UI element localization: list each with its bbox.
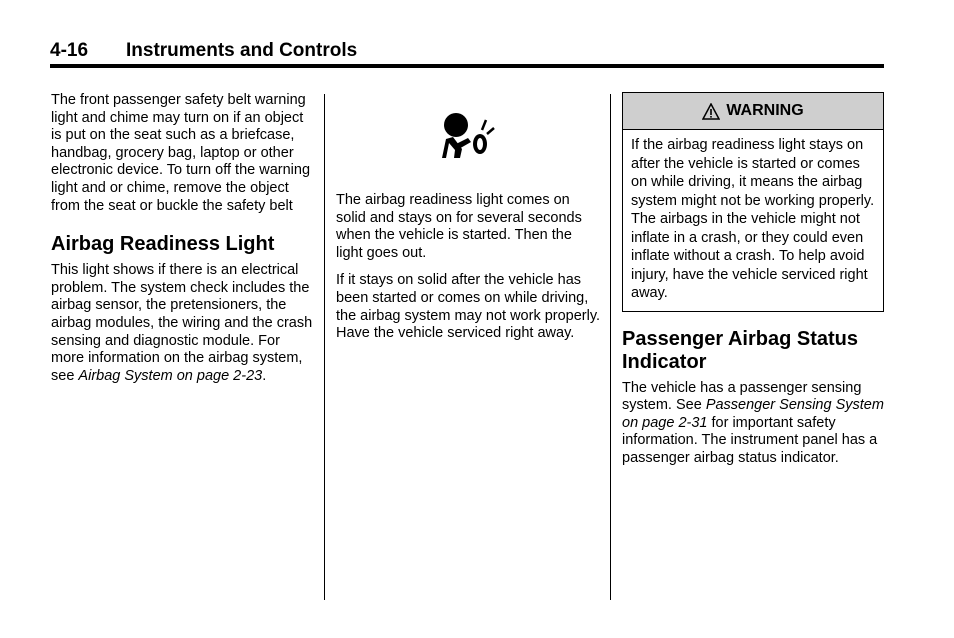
column-middle [336, 92, 602, 353]
warning-triangle-icon [702, 103, 720, 120]
column-left [51, 92, 313, 395]
body-text: This light shows if there is an electrical problem. The system check includes the airbag sensor, the pretensioners, the airbag modules, the wiring and the crash sensing and diagnostic module. For more information on the airbag system, see [51, 262, 313, 384]
body-text: The vehicle has a passenger sensing system. See [622, 379, 862, 414]
column-right [622, 92, 884, 477]
warning-header [623, 93, 883, 130]
airbag-readiness-icon [440, 112, 496, 162]
intro-paragraph: The front passenger safety belt warning light and chime may turn on if an object is put on the seat such as a briefcase, handbag, grocery bag, laptop or other electronic device. To turn off the warning light and or chime, remove the object from the seat or buckle the safety belt [51, 92, 311, 214]
warning-text: If the airbag readiness light stays on after the vehicle is started or comes on while driving, it means the airbag system might not be working properly. The airbags in the vehicle might not inflate in a crash, or they could even inflate without a crash. To help avoid injury, have the vehicle serviced right away. [631, 137, 875, 301]
cross-reference-link[interactable]: Airbag System on page 2-23 [78, 367, 263, 384]
warning-box [622, 92, 884, 312]
readiness-fault-description: If it stays on solid after the vehicle has been started or comes on while driving, the airbag system may not work properly. Have the vehicle serviced right away. [336, 272, 601, 342]
warning-label: WARNING [726, 102, 804, 120]
readiness-description: The airbag readiness light comes on solid and stays on for several seconds when the vehicle is started. Then the light goes out. [336, 192, 582, 261]
column-divider [610, 94, 611, 600]
airbag-readiness-paragraph [51, 262, 313, 385]
airbag-readiness-heading: Airbag Readiness Light [51, 233, 275, 256]
page-number: 4-16 [50, 40, 89, 61]
passenger-airbag-paragraph [622, 380, 884, 468]
passenger-airbag-heading: Passenger Airbag Status Indicator [622, 327, 859, 373]
page-header [50, 38, 884, 68]
column-divider [324, 94, 325, 600]
body-text: . [262, 367, 267, 384]
cross-reference-link[interactable]: Passenger Sensing System on page 2-31 [622, 397, 884, 431]
section-title: Instruments and Controls [126, 40, 358, 61]
body-text: for important safety information. The instrument panel has a passenger airbag status indicator. [622, 414, 878, 466]
